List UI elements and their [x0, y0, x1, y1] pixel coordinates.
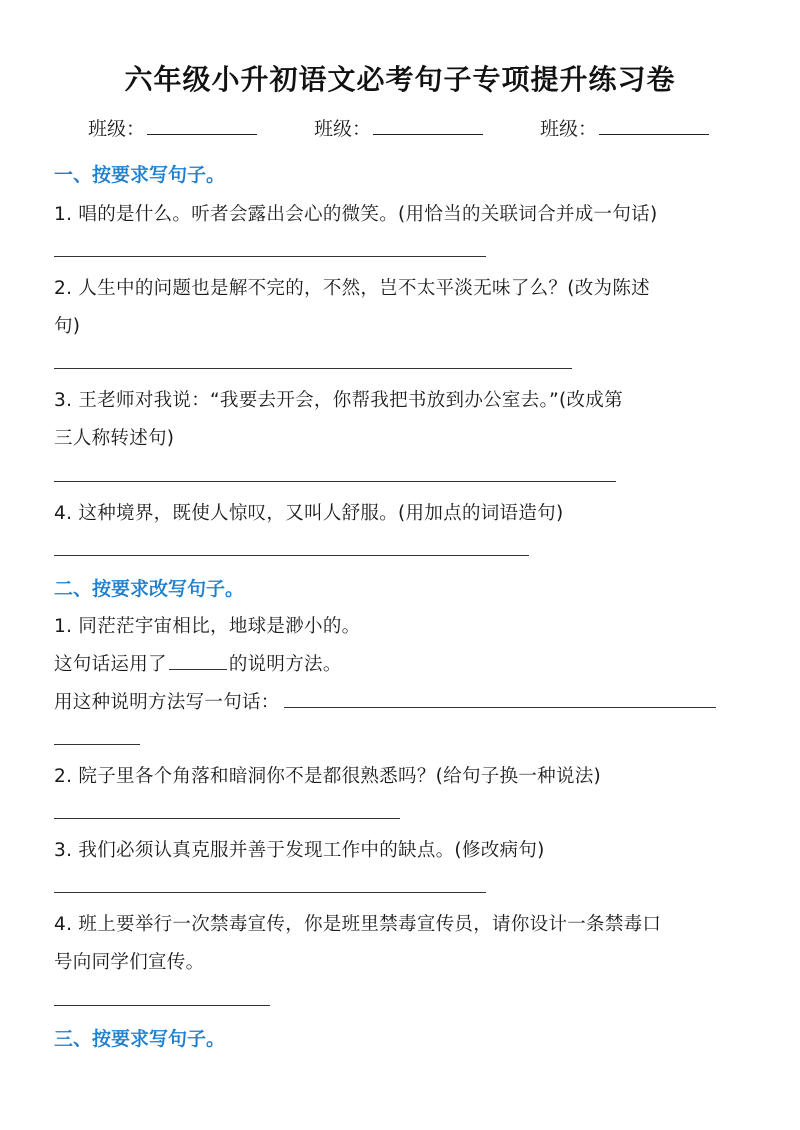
info-blank-1[interactable] — [147, 116, 257, 135]
s1-question-4: 4. 这种境界，既使人惊叹，又叫人舒服。(用加点的词语造句) — [54, 503, 564, 524]
info-blank-3[interactable] — [599, 116, 709, 135]
s2-answer-line-1-cont[interactable] — [54, 744, 140, 745]
s2-q1-sentence-blank[interactable] — [284, 691, 716, 708]
s1-answer-line-2[interactable] — [54, 368, 572, 369]
s2-q1-method-blank[interactable] — [169, 653, 227, 670]
info-field-1 — [88, 114, 257, 141]
s2-question-4-line2: 号向同学们宣传。 — [54, 952, 205, 973]
s1-question-1: 1. 唱的是什么。听者会露出会心的微笑。(用恰当的关联词合并成一句话) — [54, 204, 658, 225]
student-info-row — [0, 114, 800, 144]
s2-answer-line-2[interactable] — [54, 818, 400, 819]
section-heading-1: 一、按要求写句子。 — [54, 164, 226, 186]
s1-answer-line-3[interactable] — [54, 481, 616, 482]
s1-question-3-line2: 三人称转述句) — [54, 428, 175, 449]
s2-answer-line-3[interactable] — [54, 892, 486, 893]
section-heading-2: 二、按要求改写句子。 — [54, 578, 245, 600]
info-label-2: 班级： — [314, 118, 372, 140]
info-blank-2[interactable] — [373, 116, 483, 135]
s2-question-1-line1: 1. 同茫茫宇宙相比，地球是渺小的。 — [54, 616, 361, 637]
worksheet-title: 六年级小升初语文必考句子专项提升练习卷 — [124, 63, 676, 96]
s2-question-1-line2 — [54, 650, 342, 676]
s2-q1-line2-prefix: 这句话运用了 — [54, 654, 167, 675]
info-field-3 — [540, 114, 709, 141]
s1-answer-line-1[interactable] — [54, 256, 486, 257]
section-heading-3: 三、按要求写句子。 — [54, 1028, 226, 1050]
s2-q1-line3-label: 用这种说明方法写一句话： — [54, 692, 280, 713]
s2-question-2: 2. 院子里各个角落和暗洞你不是都很熟悉吗？(给句子换一种说法) — [54, 766, 602, 787]
s1-answer-line-4[interactable] — [54, 555, 529, 556]
s1-question-2-line2: 句) — [54, 316, 81, 337]
s1-question-2-line1: 2. 人生中的问题也是解不完的，不然，岂不太平淡无味了么？(改为陈述 — [54, 278, 650, 299]
info-field-2 — [314, 114, 483, 141]
s1-question-3-line1: 3. 王老师对我说：“我要去开会，你帮我把书放到办公室去。”(改成第 — [54, 390, 623, 411]
info-label-1: 班级： — [88, 118, 146, 140]
s2-question-1-line3 — [54, 688, 716, 714]
info-label-3: 班级： — [540, 118, 598, 140]
s2-answer-line-4[interactable] — [54, 1005, 270, 1006]
s2-q1-line2-suffix: 的说明方法。 — [228, 654, 342, 675]
s2-question-4-line1: 4. 班上要举行一次禁毒宣传，你是班里禁毒宣传员，请你设计一条禁毒口 — [54, 914, 662, 935]
s2-question-3: 3. 我们必须认真克服并善于发现工作中的缺点。(修改病句) — [54, 840, 545, 861]
